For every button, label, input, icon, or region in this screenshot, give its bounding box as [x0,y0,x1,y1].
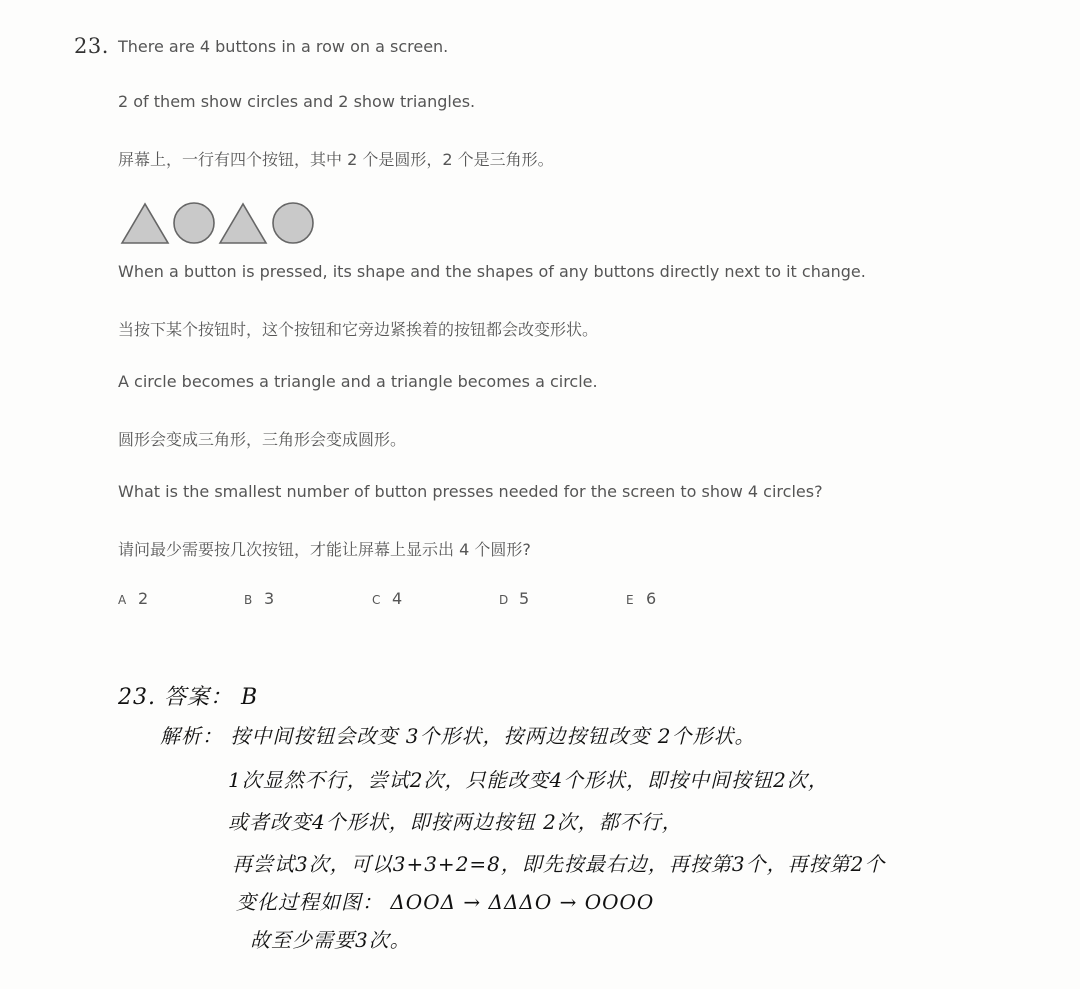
option-value: 2 [138,589,149,608]
triangle-icon [220,204,266,243]
option-letter: B [244,593,253,607]
option-d[interactable] [499,589,529,608]
option-value: 5 [519,589,530,608]
question-line-3-cn: 屏幕上，一行有四个按钮，其中 2 个是圆形，2 个是三角形。 [118,150,554,169]
option-value: 3 [264,589,275,608]
question-line-1: There are 4 buttons in a row on a screen. [118,37,449,56]
handwritten-process-diagram: 变化过程如图： ΔOOΔ → ΔΔΔO → OOOO [236,890,655,914]
question-line-5-cn: 当按下某个按钮时，这个按钮和它旁边紧挨着的按钮都会改变形状。 [118,320,599,339]
question-line-7-cn: 圆形会变成三角形，三角形会变成圆形。 [118,430,407,449]
handwritten-conclusion: 故至少需要3次。 [250,928,411,952]
shape-row [120,200,320,246]
handwritten-analysis-line-4: 再尝试3次，可以3+3+2=8，即先按最右边，再按第3个，再按第2个 [232,852,886,876]
question-number: 23. [74,34,109,58]
handwritten-answer: 23. 答案： B [118,685,259,710]
question-line-9-cn: 请问最少需要按几次按钮，才能让屏幕上显示出 4 个圆形? [118,540,531,559]
question-line-4: When a button is pressed, its shape and the shapes of any buttons directly next to it change. [118,262,866,281]
circle-icon [174,203,214,243]
option-e[interactable] [626,589,656,608]
option-value: 6 [646,589,657,608]
question-line-2: 2 of them show circles and 2 show triangles. [118,92,476,111]
handwritten-analysis-line-1: 解析： 按中间按钮会改变 3个形状，按两边按钮改变 2个形状。 [160,724,756,748]
option-b[interactable] [244,589,274,608]
option-c[interactable] [372,589,402,608]
handwritten-analysis-line-2: 1次显然不行，尝试2次，只能改变4个形状，即按中间按钮2次， [228,768,829,792]
circle-icon [273,203,313,243]
handwritten-analysis-line-3: 或者改变4个形状，即按两边按钮 2次，都不行， [228,810,683,834]
option-letter: C [372,593,381,607]
question-line-6: A circle becomes a triangle and a triangle becomes a circle. [118,372,598,391]
option-value: 4 [392,589,403,608]
option-letter: E [626,593,634,607]
triangle-icon [122,204,168,243]
option-letter: A [118,593,127,607]
option-a[interactable] [118,589,148,608]
question-line-8: What is the smallest number of button presses needed for the screen to show 4 circles? [118,482,823,501]
option-letter: D [499,593,509,607]
answer-options [118,589,678,611]
